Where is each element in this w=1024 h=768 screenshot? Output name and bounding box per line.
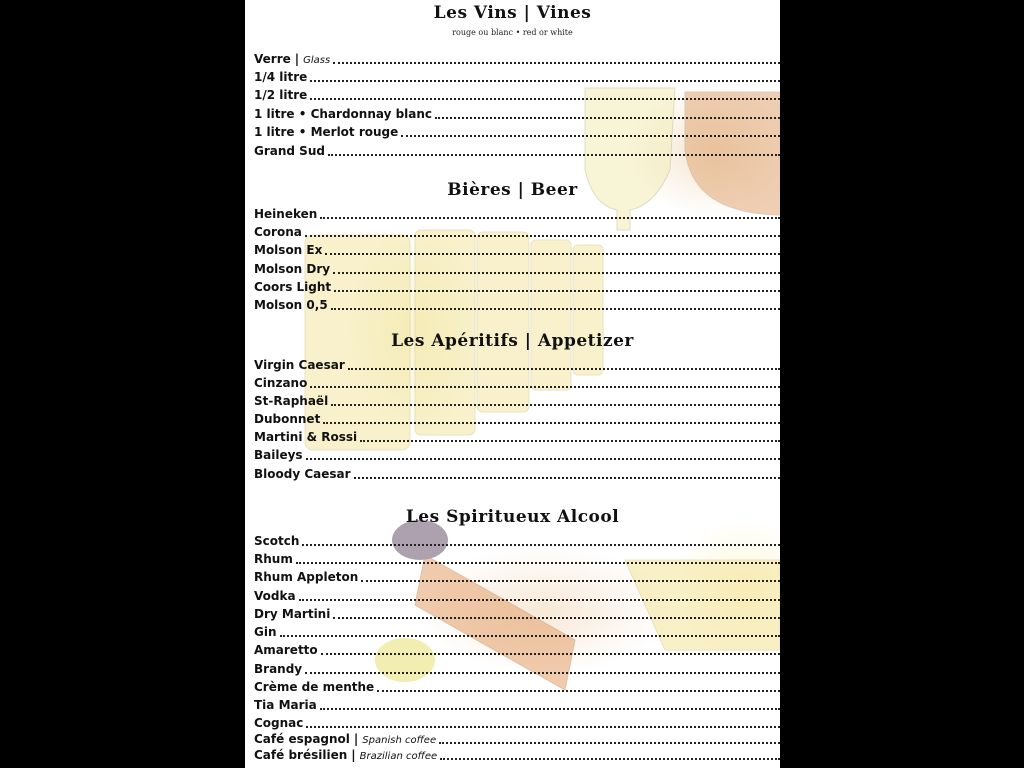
menu-item (254, 410, 780, 426)
dot-leader (321, 653, 780, 655)
dot-leader (331, 404, 780, 406)
dot-leader (331, 308, 780, 310)
dot-leader (401, 135, 780, 137)
menu-item-name: Baileys (254, 448, 303, 462)
menu-item (254, 465, 780, 481)
menu-item (254, 568, 780, 584)
menu-item (254, 68, 780, 84)
section-title-wines: Les Vins | Vines (433, 3, 592, 23)
menu-item (254, 205, 780, 221)
dot-leader (360, 440, 780, 442)
menu-item (254, 50, 780, 66)
dot-leader (310, 98, 780, 100)
menu-item (254, 623, 780, 639)
dot-leader (310, 386, 780, 388)
menu-item-name: St-Raphaël (254, 394, 329, 408)
dot-leader (439, 742, 780, 744)
menu-item (254, 86, 780, 102)
section-title-aperitifs: Les Apéritifs | Appetizer (391, 331, 634, 351)
menu-item (254, 714, 780, 730)
menu-item-translation: Glass (303, 55, 331, 66)
menu-item (254, 223, 780, 239)
dot-leader (306, 458, 780, 460)
menu-item (254, 296, 780, 312)
menu-item (254, 105, 780, 121)
menu-item-name: Café espagnol (254, 732, 350, 746)
dot-leader (305, 672, 780, 674)
menu-item-name: Crème de menthe (254, 680, 375, 694)
menu-item-name: 1/2 litre (254, 88, 308, 102)
menu-item (254, 730, 780, 746)
dot-leader (328, 154, 780, 156)
dot-leader (306, 726, 780, 728)
dot-leader (296, 562, 780, 564)
menu-item-name: Molson Ex (254, 243, 323, 257)
menu-item-name: Dry Martini (254, 607, 331, 621)
menu-item-name: Amaretto (254, 643, 318, 657)
dot-leader (280, 635, 780, 637)
menu-item-name: Grand Sud (254, 144, 325, 158)
menu-item-name: Verre (254, 52, 291, 66)
menu-item (254, 605, 780, 621)
menu-item (254, 550, 780, 566)
section-title-spirits: Les Spiritueux Alcool (405, 507, 620, 527)
dot-leader (377, 690, 780, 692)
menu-item-name: 1 litre • Merlot rouge (254, 125, 399, 139)
dot-leader (348, 368, 780, 370)
dot-leader (323, 422, 780, 424)
menu-item (254, 641, 780, 657)
menu-item-name: Martini & Rossi (254, 430, 358, 444)
menu-item-name: Scotch (254, 534, 300, 548)
dot-leader (333, 617, 780, 619)
menu-item-name: Rhum Appleton (254, 570, 359, 584)
dot-leader (325, 253, 780, 255)
menu-item-name: Vodka (254, 589, 296, 603)
dot-leader (333, 272, 780, 274)
menu-item (254, 123, 780, 139)
menu-item (254, 746, 780, 762)
menu-item (254, 446, 780, 462)
menu-item (254, 278, 780, 294)
menu-item (254, 428, 780, 444)
dot-leader (310, 80, 780, 82)
menu-item-name: Coors Light (254, 280, 332, 294)
menu-item (254, 260, 780, 276)
menu-item-name: 1/4 litre (254, 70, 308, 84)
menu-item-name: Cognac (254, 716, 304, 730)
dot-leader (305, 235, 780, 237)
dot-leader (302, 544, 780, 546)
menu-item-name: Rhum (254, 552, 293, 566)
menu-item-name: Molson Dry (254, 262, 331, 276)
menu-item-name: Molson 0,5 (254, 298, 328, 312)
dot-leader (333, 62, 780, 64)
separator: | (294, 52, 300, 66)
menu-item-name: Bloody Caesar (254, 467, 351, 481)
dot-leader (299, 599, 780, 601)
menu-item (254, 241, 780, 257)
menu-item (254, 142, 780, 158)
dot-leader (440, 758, 780, 760)
dot-leader (334, 290, 780, 292)
menu-item (254, 356, 780, 372)
menu-item-name: Gin (254, 625, 277, 639)
section-subtitle-wines: rouge ou blanc • red or white (452, 28, 573, 37)
dot-leader (320, 217, 780, 219)
menu-item (254, 392, 780, 408)
menu-item (254, 587, 780, 603)
menu-item-translation: Brazilian coffee (359, 751, 438, 762)
menu-item-name: Dubonnet (254, 412, 321, 426)
section-title-beers: Bières | Beer (447, 180, 578, 200)
separator: | (353, 732, 359, 746)
menu-item-name: Tia Maria (254, 698, 317, 712)
menu-item-name: Heineken (254, 207, 318, 221)
separator: | (351, 748, 356, 762)
menu-item (254, 660, 780, 676)
menu-item-name: Corona (254, 225, 302, 239)
menu-item-translation: Spanish coffee (362, 735, 437, 746)
menu-item-name: Café brésilien (254, 748, 348, 762)
dot-leader (435, 117, 780, 119)
menu-item (254, 532, 780, 548)
dot-leader (361, 580, 780, 582)
menu-item-name: Virgin Caesar (254, 358, 345, 372)
menu-item-name: Brandy (254, 662, 303, 676)
dot-leader (354, 477, 780, 479)
menu-item (254, 374, 780, 390)
menu-item-name: Cinzano (254, 376, 308, 390)
menu-item (254, 678, 780, 694)
menu-page (245, 0, 780, 768)
menu-item (254, 696, 780, 712)
dot-leader (320, 708, 780, 710)
menu-item-name: 1 litre • Chardonnay blanc (254, 107, 433, 121)
